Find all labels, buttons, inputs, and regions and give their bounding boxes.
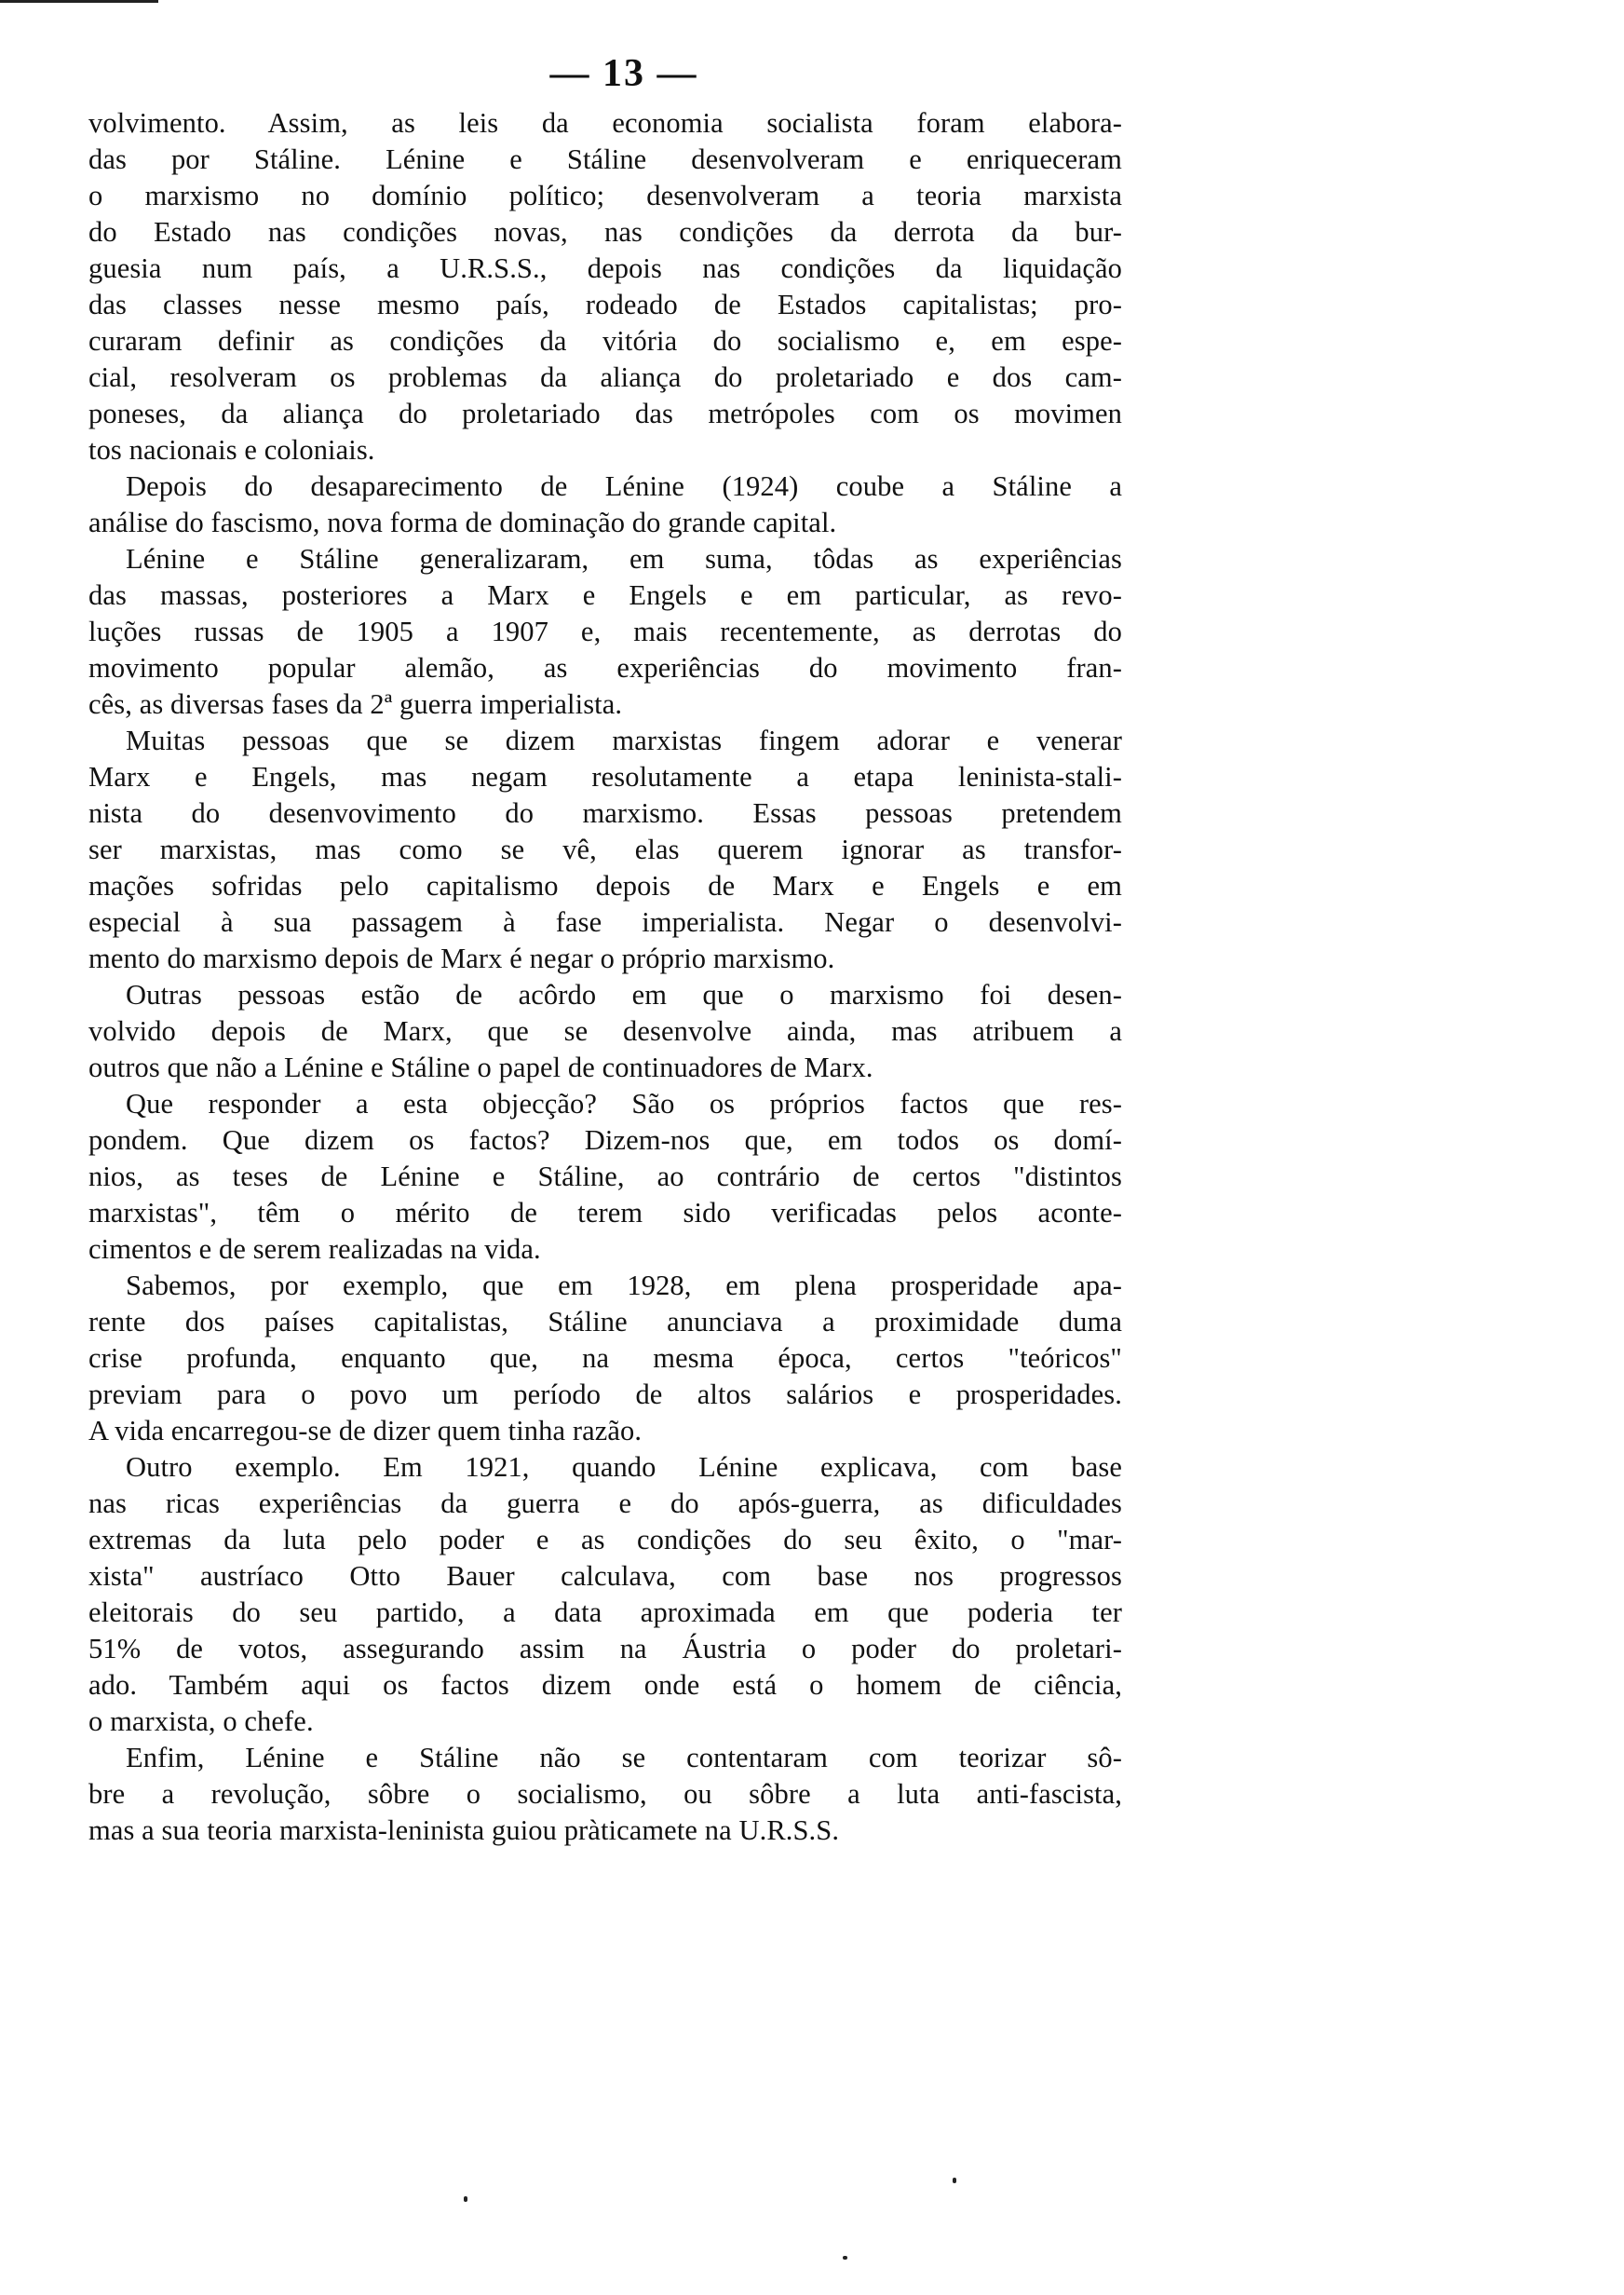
- text-line: 51% de votos, assegurando assim na Áustria o poder do proletari-: [88, 1633, 1122, 1664]
- text-line: mento do marxismo depois de Marx é negar o próprio marxismo.: [88, 943, 835, 974]
- text-line: Enfim, Lénine e Stáline não se contentaram com teorizar sô-: [126, 1742, 1122, 1773]
- text-line: nista do desenvovimento do marxismo. Essas pessoas pretendem: [88, 797, 1122, 829]
- text-line: Muitas pessoas que se dizem marxistas fingem adorar e venerar: [126, 725, 1122, 756]
- text-line: A vida encarregou-se de dizer quem tinha razão.: [88, 1415, 643, 1446]
- text-line: xista" austríaco Otto Bauer calculava, com base nos progressos: [88, 1560, 1122, 1592]
- text-line: Marx e Engels, mas negam resolutamente a etapa leninista-stali-: [88, 761, 1122, 793]
- text-line: cial, resolveram os problemas da aliança do proletariado e dos cam-: [88, 361, 1122, 393]
- text-line: eleitorais do seu partido, a data aproximada em que poderia ter: [88, 1596, 1122, 1628]
- text-line: cês, as diversas fases da 2ª guerra imperialista.: [88, 688, 623, 720]
- text-line: rente dos países capitalistas, Stáline anunciava a proximidade duma: [88, 1306, 1122, 1338]
- text-line: das massas, posteriores a Marx e Engels e em particular, as revo-: [88, 579, 1122, 611]
- print-speck: [843, 2256, 847, 2260]
- text-line: Depois do desaparecimento de Lénine (1924) coube a Stáline a: [126, 470, 1122, 502]
- text-line: crise profunda, enquanto que, na mesma época, certos "teóricos": [88, 1342, 1122, 1374]
- text-line: Outras pessoas estão de acôrdo em que o marxismo foi desen-: [126, 979, 1122, 1011]
- text-line: curaram definir as condições da vitória do socialismo e, em espe-: [88, 325, 1122, 357]
- text-line: nios, as teses de Lénine e Stáline, ao contrário de certos "distintos: [88, 1161, 1122, 1192]
- text-line: mações sofridas pelo capitalismo depois de Marx e Engels e em: [88, 870, 1122, 902]
- text-line: Que responder a esta objecção? São os próprios factos que res-: [126, 1088, 1122, 1120]
- text-line: previam para o povo um período de altos salários e prosperidades.: [88, 1378, 1122, 1410]
- print-speck: [953, 2178, 956, 2183]
- text-line: Sabemos, por exemplo, que em 1928, em plena prosperidade apa-: [126, 1270, 1122, 1301]
- text-line: extremas da luta pelo poder e as condições do seu êxito, o "mar-: [88, 1524, 1122, 1555]
- text-line: nas ricas experiências da guerra e do após-guerra, as dificuldades: [88, 1487, 1122, 1519]
- book-page: [88, 51, 1122, 1849]
- text-line: pondem. Que dizem os factos? Dizem-nos que, em todos os domí-: [88, 1124, 1122, 1156]
- text-line: cimentos e de serem realizadas na vida.: [88, 1233, 541, 1265]
- text-line: do Estado nas condições novas, nas condições da derrota da bur-: [88, 216, 1122, 248]
- text-line: guesia num país, a U.R.S.S., depois nas condições da liquidação: [88, 252, 1122, 284]
- text-line: luções russas de 1905 a 1907 e, mais recentemente, as derrotas do: [88, 616, 1122, 647]
- text-line: o marxismo no domínio político; desenvolveram a teoria marxista: [88, 180, 1122, 211]
- text-line: das classes nesse mesmo país, rodeado de Estados capitalistas; pro-: [88, 289, 1122, 320]
- text-line: das por Stáline. Lénine e Stáline desenvolveram e enriqueceram: [88, 143, 1122, 175]
- text-line: ser marxistas, mas como se vê, elas querem ignorar as transfor-: [88, 834, 1122, 865]
- text-line: movimento popular alemão, as experiências do movimento fran-: [88, 652, 1122, 684]
- text-line: tos nacionais e coloniais.: [88, 434, 375, 466]
- text-line: Outro exemplo. Em 1921, quando Lénine explicava, com base: [126, 1451, 1122, 1483]
- text-line: Lénine e Stáline generalizaram, em suma, tôdas as experiências: [126, 543, 1122, 575]
- text-line: mas a sua teoria marxista-leninista guiou pràticamete na U.R.S.S.: [88, 1814, 840, 1846]
- top-rule: [0, 0, 158, 3]
- text-line: bre a revolução, sôbre o socialismo, ou sôbre a luta anti-fascista,: [88, 1778, 1122, 1810]
- body-text: [88, 105, 1122, 1849]
- text-line: volvido depois de Marx, que se desenvolve ainda, mas atribuem a: [88, 1015, 1122, 1047]
- text-line: ado. Também aqui os factos dizem onde está o homem de ciência,: [88, 1669, 1122, 1701]
- text-line: marxistas", têm o mérito de terem sido verificadas pelos aconte-: [88, 1197, 1122, 1229]
- print-speck: [464, 2196, 467, 2202]
- text-line: poneses, da aliança do proletariado das metrópoles com os movimen: [88, 398, 1122, 429]
- text-line: análise do fascismo, nova forma de dominação do grande capital.: [88, 507, 837, 538]
- text-line: outros que não a Lénine e Stáline o papel de continuadores de Marx.: [88, 1052, 873, 1083]
- page-number: — 13 —: [549, 52, 698, 95]
- text-line: o marxista, o chefe.: [88, 1705, 314, 1737]
- text-line: volvimento. Assim, as leis da economia socialista foram elabora-: [88, 107, 1122, 139]
- text-line: especial à sua passagem à fase imperialista. Negar o desenvolvi-: [88, 906, 1122, 938]
